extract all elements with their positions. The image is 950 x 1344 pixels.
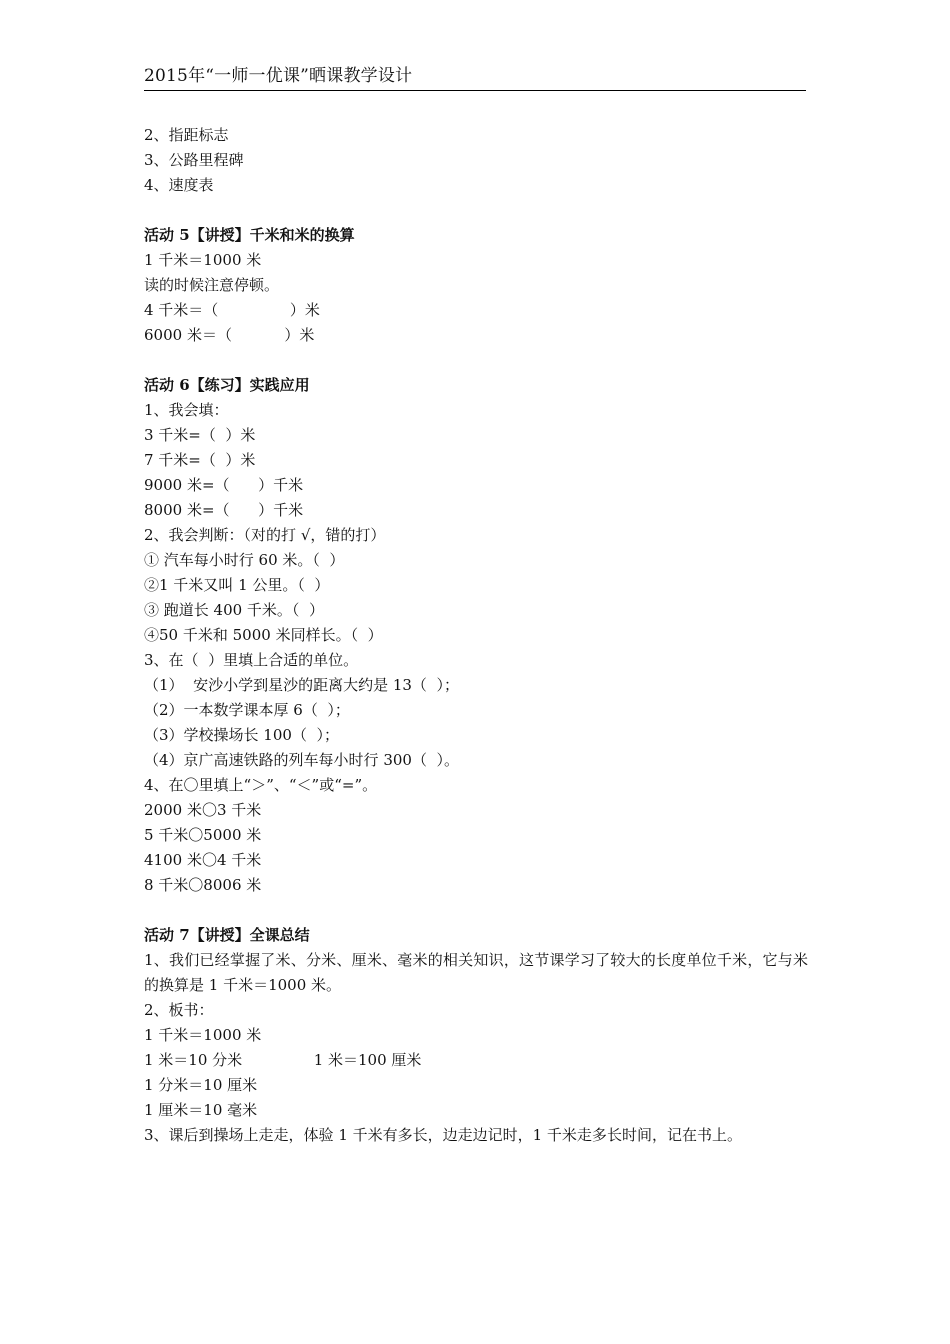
text-line: 1 厘米＝10 毫米 <box>144 1101 258 1119</box>
text-line: 3、公路里程碑 <box>144 151 244 169</box>
text-line: 读的时候注意停顿。 <box>144 276 280 294</box>
text-line: 9000 米=（ ）千米 <box>144 476 304 494</box>
text-line: 4100 米〇4 千米 <box>144 851 262 869</box>
text-line: （4）京广高速铁路的列车每小时行 300（ ）。 <box>144 751 459 769</box>
text-line: 1、我会填： <box>144 401 229 419</box>
page-header <box>144 62 806 91</box>
text-line: 1 千米＝1000 米 <box>144 251 262 269</box>
text-line: 2、指距标志 <box>144 126 229 144</box>
text-line: 1、我们已经掌握了米、分米、厘米、毫米的相关知识，这节课学习了较大的长度单位千米，它与米的换算是 1 千米＝1000 米。 <box>144 951 808 994</box>
header-title: 2015年“一师一优课”晒课教学设计 <box>144 66 413 86</box>
blank-line <box>144 898 808 923</box>
text-line: 2000 米〇3 千米 <box>144 801 262 819</box>
blank-line <box>144 198 808 223</box>
text-line: 4 千米＝（ ）米 <box>144 301 320 319</box>
text-line: ③ 跑道长 400 千米。（ ） <box>144 601 324 619</box>
text-line: 2、我会判断：（对的打 √，错的打） <box>144 526 386 544</box>
text-line: 4、在〇里填上“＞”、“＜”或“=”。 <box>144 776 378 794</box>
text-line: 4、速度表 <box>144 176 214 194</box>
text-line: ②1 千米又叫 1 公里。（ ） <box>144 576 330 594</box>
text-line: 8000 米=（ ）千米 <box>144 501 304 519</box>
text-line: 1 米＝10 分米 1 米＝100 厘米 <box>144 1051 422 1069</box>
text-line: 3、在（ ）里填上合适的单位。 <box>144 651 359 669</box>
text-line: 8 千米〇8006 米 <box>144 876 262 894</box>
section-heading: 活动 6【练习】实践应用 <box>144 376 310 394</box>
text-line: 7 千米=（ ）米 <box>144 451 256 469</box>
text-line: （3）学校操场长 100（ ）； <box>144 726 339 744</box>
text-line: 1 千米＝1000 米 <box>144 1026 262 1044</box>
text-line: 3 千米=（ ）米 <box>144 426 256 444</box>
document-body <box>144 123 808 1148</box>
text-line: （2）一本数学课本厚 6（ ）； <box>144 701 350 719</box>
text-line: （1） 安沙小学到星沙的距离大约是 13（ ）； <box>144 676 459 694</box>
text-line: 1 分米＝10 厘米 <box>144 1076 258 1094</box>
text-line: 5 千米〇5000 米 <box>144 826 262 844</box>
text-line: ① 汽车每小时行 60 米。（ ） <box>144 551 345 569</box>
section-heading: 活动 5【讲授】千米和米的换算 <box>144 226 355 244</box>
blank-line <box>144 348 808 373</box>
text-line: 2、板书： <box>144 1001 214 1019</box>
text-line: 3、课后到操场上走走，体验 1 千米有多长，边走边记时，1 千米走多长时间，记在书上。 <box>144 1126 742 1144</box>
text-line: ④50 千米和 5000 米同样长。（ ） <box>144 626 383 644</box>
text-line: 6000 米＝（ ）米 <box>144 326 315 344</box>
section-heading: 活动 7【讲授】全课总结 <box>144 926 310 944</box>
